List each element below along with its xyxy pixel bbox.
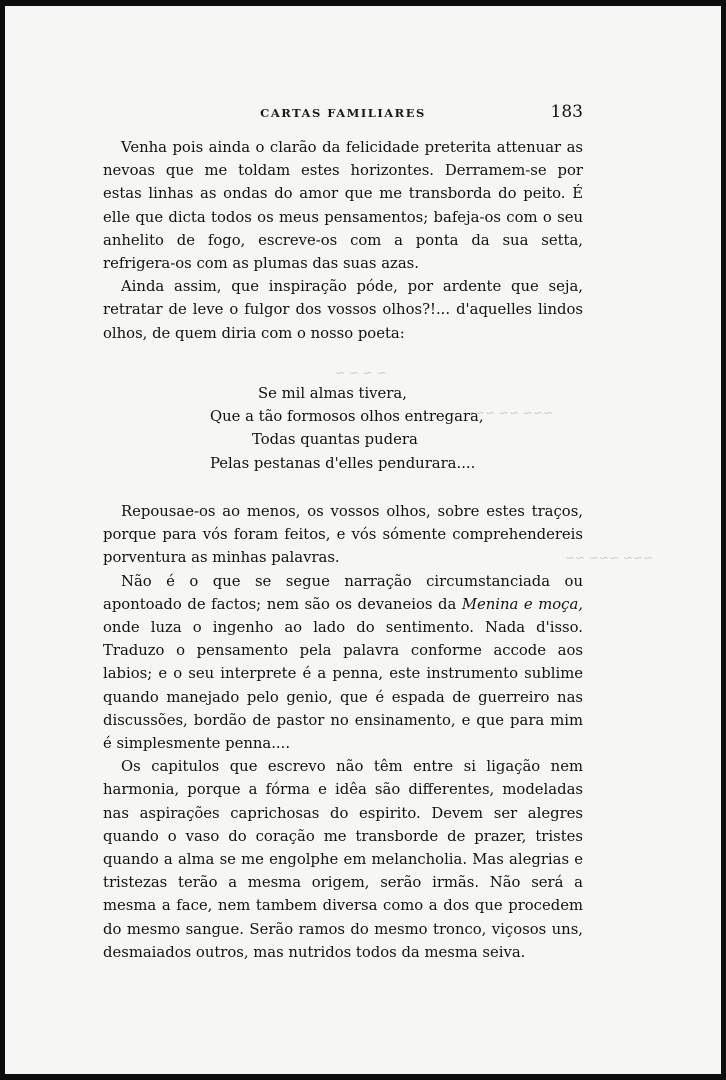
verse-line: Que a tão formosos olhos entregara, [210,408,484,426]
paragraph [103,570,583,756]
running-head: CARTAS FAMILIARES [260,106,426,120]
paragraph: Venha pois ainda o clarão da felicidade preterita attenuar as nevoas que me toldam estes horizontes. Derramem-se por estas linhas as ondas do amor que me transborda do peito. É elle que dicta todos os meus pensamentos; bafeja-os com o seu anhelito de fogo, escreve-os com a ponta da sua setta, refrigera-os com as plumas das suas azas. [103,139,583,273]
text-block-2 [103,500,583,964]
page-header [103,102,583,128]
verse-line: Se mil almas tivera, [258,385,407,402]
paragraph: Os capitulos que escrevo não têm entre si ligação nem harmonia, porque a fórma e idêa são differentes, modeladas nas aspirações caprichosas do espirito. Devem ser alegres quando o vaso do coração me transborde de prazer, tristes quando a alma se me engolphe em melancholia. Mas alegrias e tristezas terão a mesma origem, serão irmãs. Não será a mesma a face, nem tambem diversa como a dos que procedem do mesmo sangue. Serão ramos do mesmo tronco, viçosos uns, desmaiados outros, mas nutridos todos da mesma seiva. [103,758,583,961]
paragraph-text: Não é o que se segue narração circumstanciada ou apontoado de factos; nem são os devaneios da [103,572,583,613]
show-through-decoration: ~ ~ ~ ~ [335,366,387,380]
show-through-decoration: ~~~ ~~~ ~~ [565,551,654,565]
paragraph-text: onde luza o ingenho ao lado do sentimento. Nada d'isso. Traduzo o pensamento pela palavra conforme accode aos labios; e o seu interprete é a penna, este instrumento sublime quando manejado pelo genio, que é espada de guerreiro nas discussões, bordão de pastor no ensinamento, e que para mim é simplesmente penna.... [103,619,583,753]
book-title: Menina e moça, [461,595,583,613]
paragraph: Ainda assim, que inspiração póde, por ardente que seja, retratar de leve o fulgor dos vossos olhos?!... d'aquelles lindos olhos, de quem diria com o nosso poeta: [103,278,583,342]
paragraph: Repousae-os ao menos, os vossos olhos, sobre estes traços, porque para vós foram feitos, e vós sómente comprehendereis porventura as minhas palavras. [103,503,583,567]
text-block-1 [103,136,583,345]
verse-quotation [210,382,510,475]
show-through-decoration: ~~~ ~~ ~~~ [465,406,554,420]
book-page [5,6,721,1074]
verse-line: Todas quantas pudera [252,431,418,449]
verse-line: Pelas pestanas d'elles pendurara.... [210,454,476,472]
page-number: 183 [550,102,583,122]
